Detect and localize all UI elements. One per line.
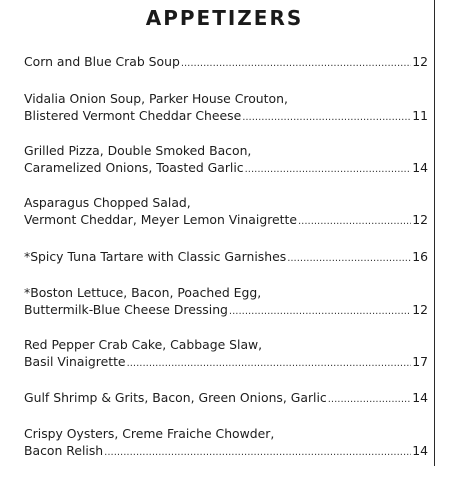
menu-item bbox=[24, 194, 428, 230]
menu-item bbox=[24, 284, 428, 320]
menu-item-line bbox=[24, 284, 428, 301]
dot-leader bbox=[127, 353, 412, 372]
menu-item-price: 17 bbox=[412, 354, 428, 369]
menu-item-line bbox=[24, 442, 428, 461]
menu-item-line bbox=[24, 90, 428, 107]
menu-item-line bbox=[24, 159, 428, 178]
menu-item-name: *Boston Lettuce, Bacon, Poached Egg, bbox=[24, 285, 262, 300]
menu-item-line bbox=[24, 248, 428, 267]
menu-item-description: Buttermilk-Blue Cheese Dressing bbox=[24, 302, 228, 317]
dot-leader bbox=[229, 301, 411, 320]
dot-leader bbox=[242, 107, 411, 126]
dot-leader bbox=[287, 248, 411, 267]
menu-item bbox=[24, 425, 428, 461]
menu-item bbox=[24, 336, 428, 372]
menu-item-price: 12 bbox=[412, 302, 428, 317]
menu-item-line bbox=[24, 425, 428, 442]
menu-item bbox=[24, 53, 428, 72]
menu-item-name: Vidalia Onion Soup, Parker House Crouton, bbox=[24, 91, 288, 106]
menu-item bbox=[24, 142, 428, 178]
menu-item-name: *Spicy Tuna Tartare with Classic Garnishes bbox=[24, 249, 287, 264]
menu-item bbox=[24, 389, 428, 408]
menu-item-description: Caramelized Onions, Toasted Garlic bbox=[24, 160, 244, 175]
menu-item-name: Corn and Blue Crab Soup bbox=[24, 54, 180, 69]
menu-item-description: Bacon Relish bbox=[24, 443, 104, 458]
menu-item bbox=[24, 90, 428, 126]
menu-item-price: 16 bbox=[412, 249, 428, 264]
menu-item-name: Asparagus Chopped Salad, bbox=[24, 195, 191, 210]
menu-item-price: 14 bbox=[412, 160, 428, 175]
menu-item-price: 14 bbox=[412, 443, 428, 458]
dot-leader bbox=[181, 53, 411, 72]
menu-item-line bbox=[24, 389, 428, 408]
section-title: APPETIZERS bbox=[145, 6, 304, 30]
menu-item-name: Grilled Pizza, Double Smoked Bacon, bbox=[24, 143, 252, 158]
menu-item-price: 14 bbox=[412, 390, 428, 405]
dot-leader bbox=[245, 159, 412, 178]
menu-item-name: Gulf Shrimp & Grits, Bacon, Green Onions, Garlic bbox=[24, 390, 327, 405]
dot-leader bbox=[104, 442, 411, 461]
menu-item-price: 12 bbox=[412, 212, 428, 227]
menu-item-description: Basil Vinaigrette bbox=[24, 354, 126, 369]
menu-item-line bbox=[24, 353, 428, 372]
right-border-line bbox=[434, 0, 435, 466]
menu-item-line bbox=[24, 336, 428, 353]
menu-item-line bbox=[24, 211, 428, 230]
menu-item-description: Vermont Cheddar, Meyer Lemon Vinaigrette bbox=[24, 212, 297, 227]
menu-item-line bbox=[24, 301, 428, 320]
menu-item-description: Blistered Vermont Cheddar Cheese bbox=[24, 108, 242, 123]
menu-item-line bbox=[24, 53, 428, 72]
menu-item-name: Red Pepper Crab Cake, Cabbage Slaw, bbox=[24, 337, 263, 352]
dot-leader bbox=[328, 389, 411, 408]
menu-item-price: 11 bbox=[412, 108, 428, 123]
dot-leader bbox=[298, 211, 411, 230]
menu-item bbox=[24, 248, 428, 267]
menu-item-line bbox=[24, 194, 428, 211]
menu-item-name: Crispy Oysters, Creme Fraiche Chowder, bbox=[24, 426, 275, 441]
menu-item-price: 12 bbox=[412, 54, 428, 69]
menu-item-line bbox=[24, 107, 428, 126]
menu-item-line bbox=[24, 142, 428, 159]
